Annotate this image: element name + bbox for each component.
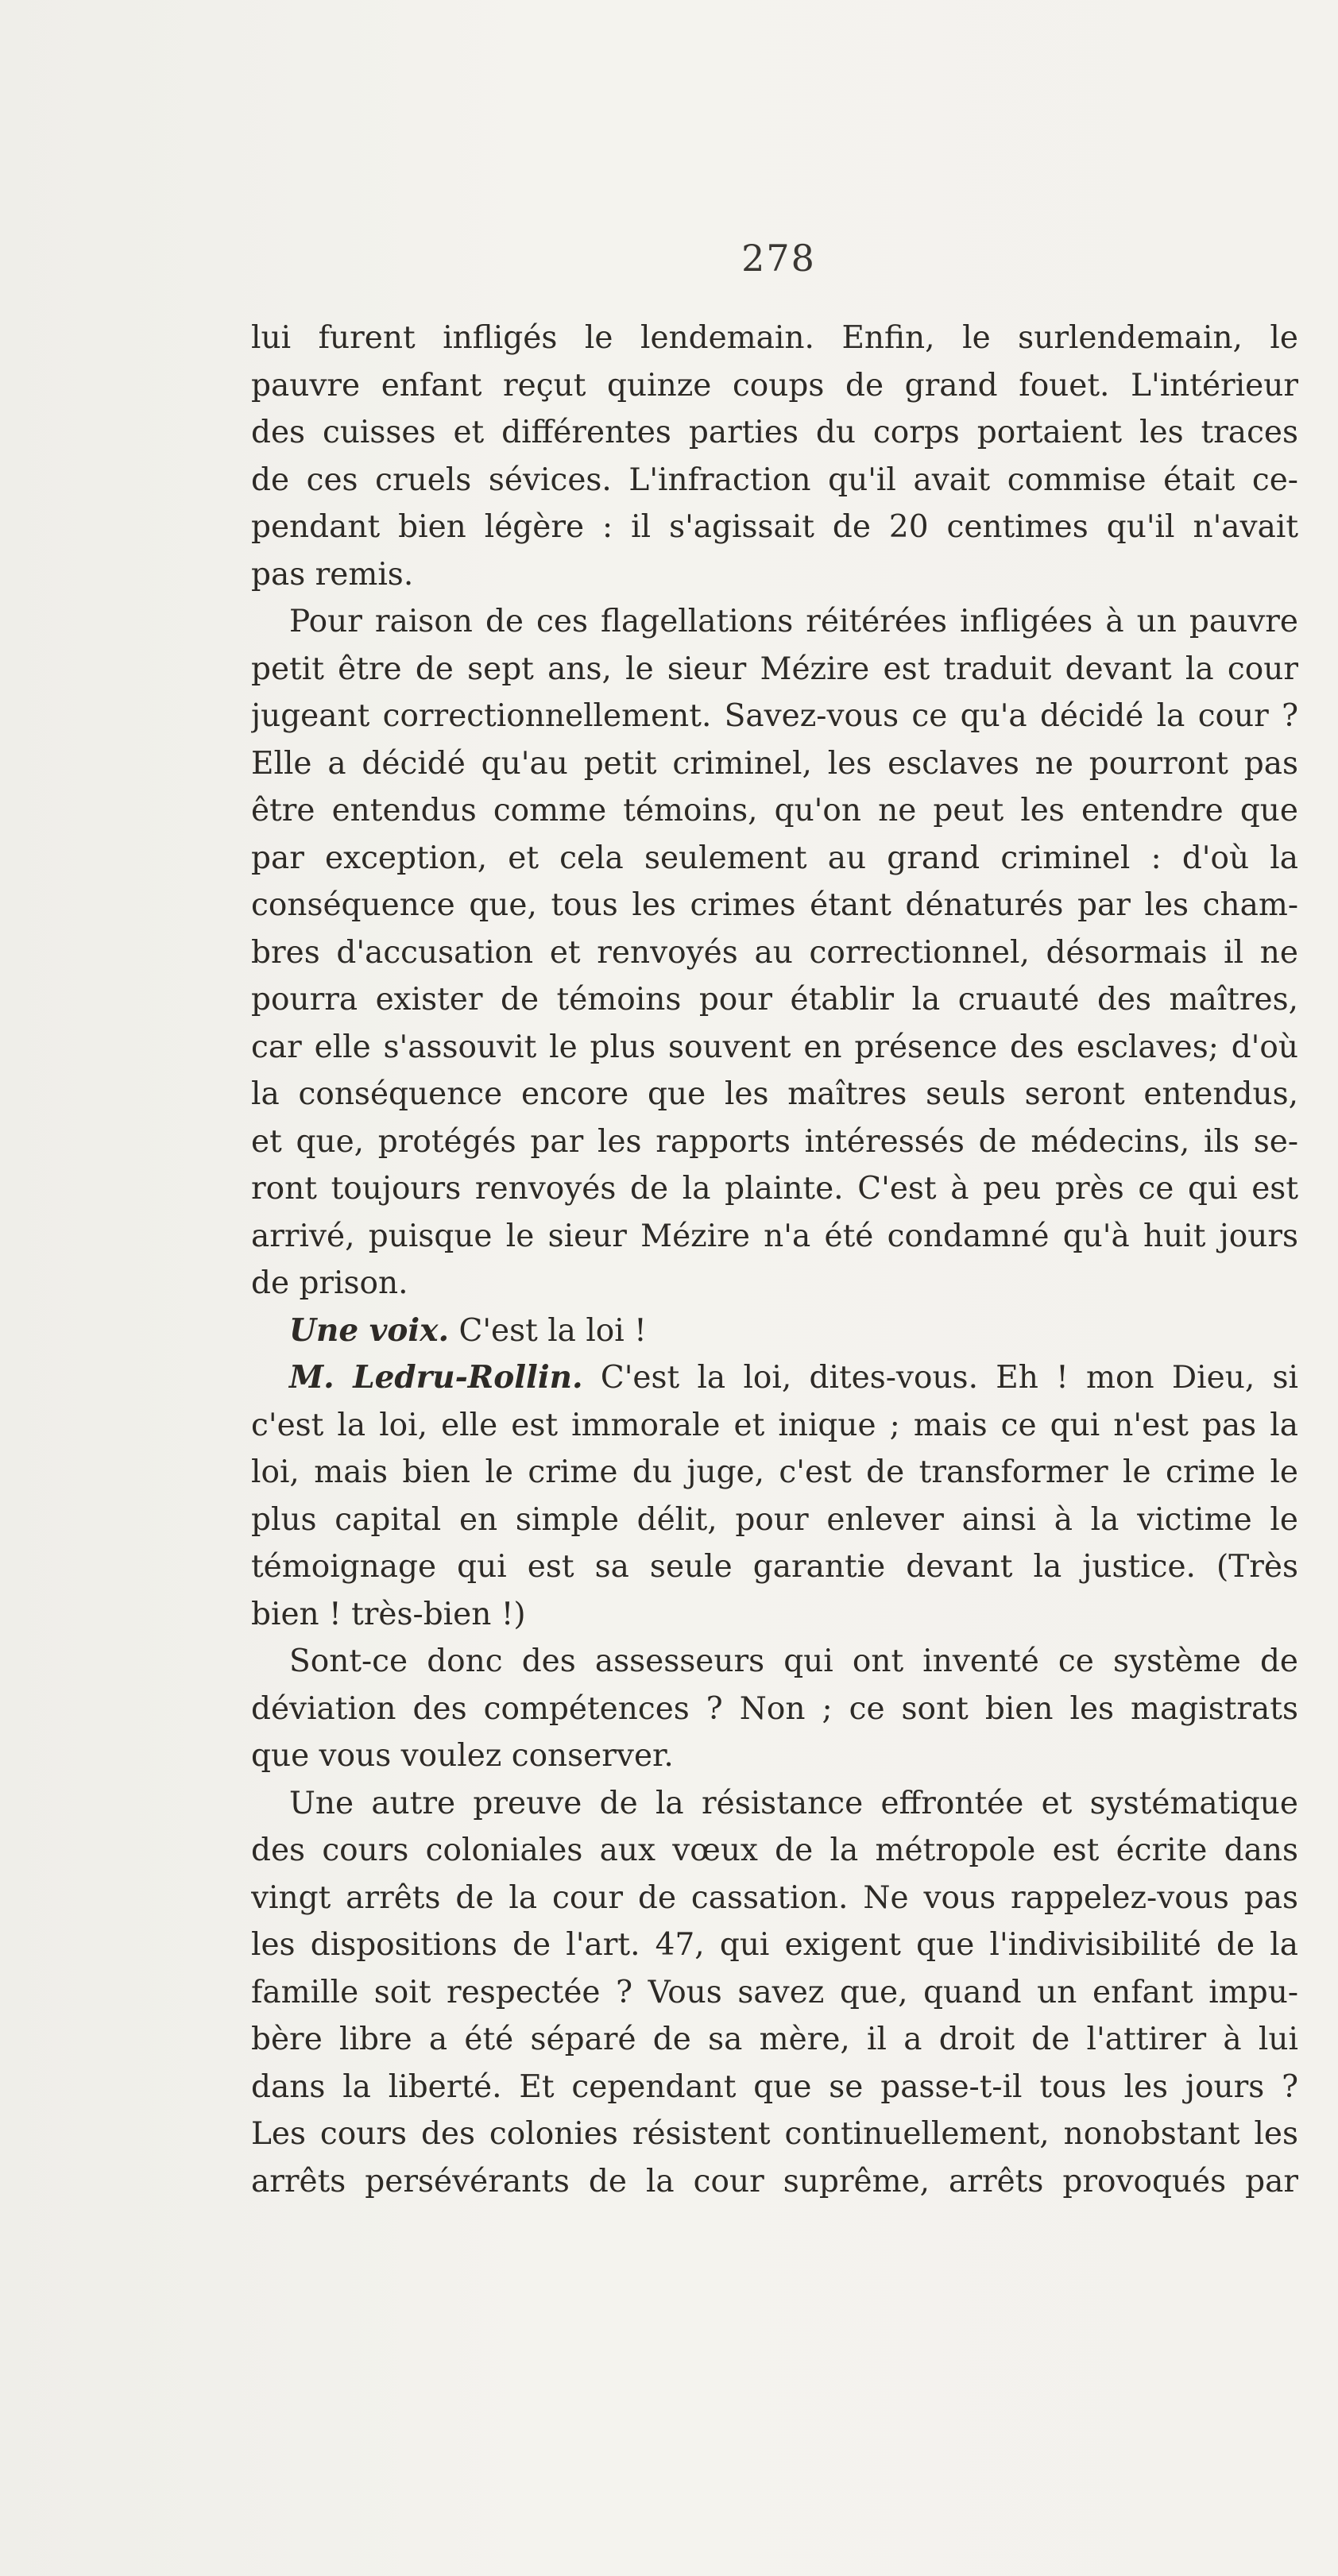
text-line: bien ! très-bien !) <box>251 1596 526 1632</box>
text-line: pendant bien légère : il s'agissait de 20 centimes qu'il n'avait <box>251 509 1298 545</box>
text-line: Une autre preuve de la résistance effrontée et systématique <box>289 1785 1298 1821</box>
text-line: des cuisses et différentes parties du corps portaient les traces <box>251 415 1298 450</box>
text-line: et que, protégés par les rapports intéressés de médecins, ils se- <box>251 1123 1298 1160</box>
text-line: témoignage qui est sa seule garantie devant la justice. (Très <box>251 1549 1298 1585</box>
text-line: de ces cruels sévices. L'infraction qu'il avait commise était ce- <box>251 462 1298 498</box>
speaker-name: Une voix. <box>289 1311 450 1349</box>
text-line: Pour raison de ces flagellations réitérées infligées à un pauvre <box>289 604 1298 639</box>
text-line: pourra exister de témoins pour établir la cruauté des maîtres, <box>251 982 1298 1018</box>
text-line: loi, mais bien le crime du juge, c'est de transformer le crime le <box>251 1454 1298 1490</box>
text-line: les dispositions de l'art. 47, qui exigent que l'indivisibilité de la <box>251 1927 1298 1963</box>
text-line: jugeant correctionnellement. Savez-vous ce qu'a décidé la cour ? <box>251 698 1298 734</box>
text-line <box>251 1354 1298 1402</box>
text-line: famille soit respectée ? Vous savez que, quand un enfant impu- <box>251 1974 1298 2010</box>
speech-text: C'est la loi, dites-vous. Eh ! mon Dieu, si <box>582 1360 1298 1396</box>
text-line: lui furent infligés le lendemain. Enfin, le surlendemain, le <box>251 320 1298 356</box>
text-line: bres d'accusation et renvoyés au correctionnel, désormais il ne <box>251 934 1298 971</box>
text-line: Elle a décidé qu'au petit criminel, les esclaves ne pourront pas <box>251 745 1298 782</box>
text-line: vingt arrêts de la cour de cassation. Ne vous rappelez-vous pas <box>251 1879 1298 1916</box>
text-line: que vous voulez conserver. <box>251 1738 674 1774</box>
body-text <box>251 315 1298 2205</box>
text-line: la conséquence encore que les maîtres seuls seront entendus, <box>251 1076 1298 1112</box>
text-line: car elle s'assouvit le plus souvent en présence des esclaves; d'où <box>251 1029 1298 1065</box>
text-line: pas remis. <box>251 556 414 593</box>
text-line: pauvre enfant reçut quinze coups de grand fouet. L'intérieur <box>251 367 1298 404</box>
text-line: plus capital en simple délit, pour enlever ainsi à la victime le <box>251 1501 1298 1538</box>
speaker-name: M. Ledru-Rollin. <box>289 1359 583 1396</box>
text-line: déviation des compétences ? Non ; ce sont bien les magistrats <box>251 1690 1298 1727</box>
text-line: Les cours des colonies résistent continuellement, nonobstant les <box>251 2116 1298 2152</box>
text-line: c'est la loi, elle est immorale et inique ; mais ce qui n'est pas la <box>251 1407 1298 1443</box>
text-line: Sont-ce donc des assesseurs qui ont inventé ce système de <box>289 1643 1298 1679</box>
text-line: petit être de sept ans, le sieur Mézire est traduit devant la cour <box>251 651 1298 687</box>
text-line: bère libre a été séparé de sa mère, il a droit de l'attirer à lui <box>251 2022 1298 2057</box>
text-line: dans la liberté. Et cependant que se passe-t-il tous les jours ? <box>251 2068 1298 2105</box>
text-line: conséquence que, tous les crimes étant dénaturés par les cham- <box>251 887 1298 923</box>
text-line: arrivé, puisque le sieur Mézire n'a été condamné qu'à huit jours <box>251 1218 1298 1254</box>
text-line: des cours coloniales aux vœux de la métropole est écrite dans <box>251 1833 1298 1868</box>
text-line: ront toujours renvoyés de la plainte. C'est à peu près ce qui est <box>251 1171 1298 1207</box>
page-number: 278 <box>741 237 816 280</box>
text-line <box>251 1307 1298 1355</box>
text-line: de prison. <box>251 1265 408 1301</box>
text-line: être entendus comme témoins, qu'on ne peut les entendre que <box>251 793 1298 828</box>
text-line: par exception, et cela seulement au grand criminel : d'où la <box>251 840 1298 876</box>
text-line: arrêts persévérants de la cour suprême, arrêts provoqués par <box>251 2163 1298 2199</box>
speech-text: C'est la loi ! <box>449 1312 647 1349</box>
